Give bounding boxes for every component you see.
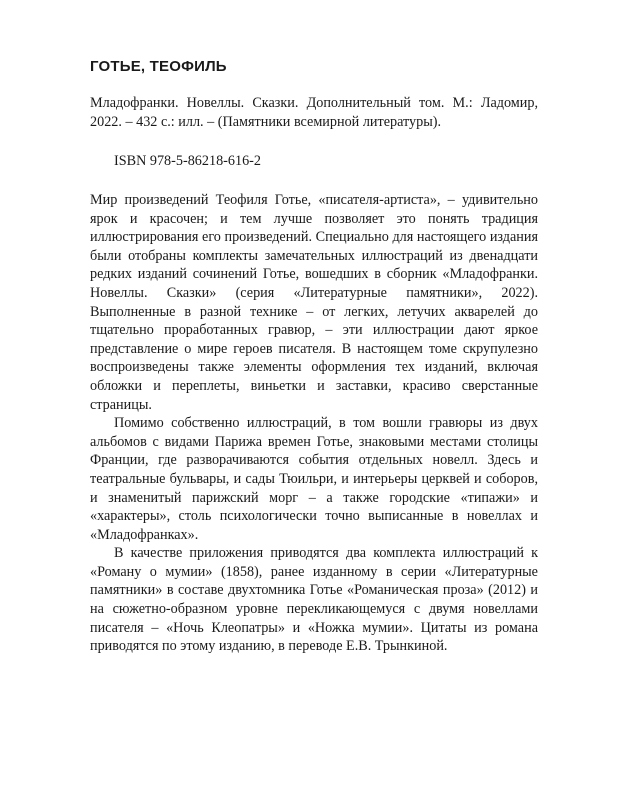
annotation-paragraph-1: Мир произведений Теофиля Готье, «писателя-артиста», – удивительно ярок и красочен; и тем лучше позволяет это понять традиция иллюстрирования его произведений. Специально для настоящего издания были отобраны комплекты замечательных иллюстраций из двенадцати редких изданий сочинений Готье, вошедших в сборник «Младофранки. Новеллы. Сказки» (серия «Литературные памятники», 2022). Выполненные в разной технике – от легких, летучих акварелей до тщательно проработанных гравюр, – эти иллюстрации дают яркое представление о мире героев писателя. В настоящем томе скрупулезно воспроизведены также элементы оформления тех изданий, включая обложки и переплеты, виньетки и заставки, красиво сверстанные страницы. (90, 192, 538, 413)
isbn-line: ISBN 978-5-86218-616-2 (114, 153, 261, 169)
annotation-paragraph-3: В качестве приложения приводятся два комплекта иллюстраций к «Роману о мумии» (1858), ранее изданному в серии «Литературные памятники» в составе двухтомника Готье «Романическая проза» (2012) и на сюжетно-образном уровне перекликающемуся с двумя новеллами писателя – «Ночь Клеопатры» и «Ножка мумии». Цитаты из романа приводятся по этому изданию, в переводе Е.В. Трынкиной. (90, 545, 538, 655)
annotation-paragraph-2: Помимо собственно иллюстраций, в том вошли гравюры из двух альбомов с видами Парижа времен Готье, знаковыми местами столицы Франции, где разворачиваются события отдельных новелл. Здесь и театральные бульвары, и сады Тюильри, и интерьеры церквей и соборов, и знаменитый парижский морг – а также городские «типажи» и «характеры», столь психологически точно выписанные в новеллах и «Младофранках». (90, 415, 538, 543)
author-heading: ГОТЬЕ, ТЕОФИЛЬ (90, 58, 227, 75)
bibliographic-record: Младофранки. Новеллы. Сказки. Дополнительный том. М.: Ладомир, 2022. – 432 с.: илл. – (Памятники всемирной литературы). (90, 95, 538, 130)
page-content (90, 58, 538, 656)
